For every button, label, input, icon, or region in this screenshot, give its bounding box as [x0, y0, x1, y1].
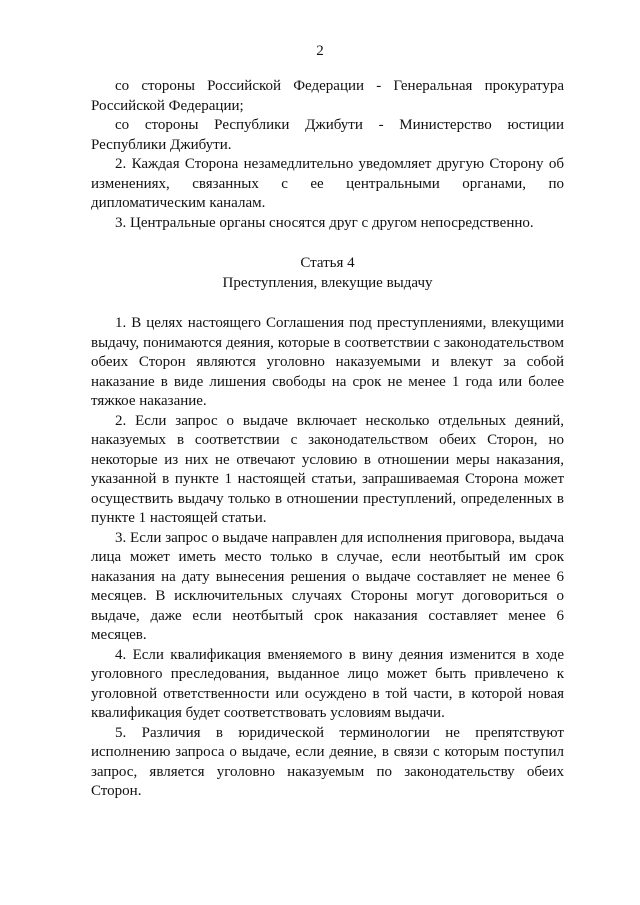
paragraph-direct-communication: 3. Центральные органы сносятся друг с другом непосредственно. — [115, 214, 534, 231]
paragraph-russian-authority: со стороны Российской Федерации - Генеральная прокуратура Российской Федерации; — [91, 78, 564, 114]
paragraph-notification: 2. Каждая Сторона незамедлительно уведомляет другую Сторону об изменениях, связанных с ее центральными органами, по дипломатическим каналам. — [91, 156, 564, 211]
article-paragraph-1: 1. В целях настоящего Соглашения под преступлениями, влекущими выдачу, понимаются деяния, которые в соответствии с законодательством обеих Сторон являются уголовно наказуемыми и влекут за собой наказание в виде лишения свободы на срок не менее 1 года или более тяжкое наказание. — [91, 315, 564, 409]
article-number: Статья 4 — [300, 255, 355, 271]
article-heading — [91, 254, 564, 293]
document-body — [91, 77, 564, 802]
paragraph-djibouti-authority: со стороны Республики Джибути - Министерство юстиции Республики Джибути. — [91, 117, 564, 153]
article-paragraph-3: 3. Если запрос о выдаче направлен для исполнения приговора, выдача лица может иметь место только в случае, если неотбытый им срок наказания на дату вынесения решения о выдаче составляет не менее 6 месяцев. В исключительных случаях Стороны могут договориться о выдаче, даже если неотбытый срок наказания составляет менее 6 месяцев. — [91, 529, 564, 643]
article-paragraph-5: 5. Различия в юридической терминологии не препятствуют исполнению запроса о выдаче, если деяние, в связи с которым поступил запрос, является уголовно наказуемым по законодательству обеих Сторон. — [91, 724, 564, 799]
article-paragraph-2: 2. Если запрос о выдаче включает несколько отдельных деяний, наказуемых в соответствии с законодательством обеих Сторон, но некоторые из них не отвечают условию в отношении меры наказания, указанной в пункте 1 настоящей статьи, запрашиваемая Сторона может осуществить выдачу только в отношении преступлений, определенных в пункте 1 настоящей статьи. — [91, 412, 564, 526]
article-title: Преступления, влекущие выдачу — [222, 274, 433, 291]
article-paragraph-4: 4. Если квалификация вменяемого в вину деяния изменится в ходе уголовного преследования, выданное лицо может быть привлечено к уголовной ответственности или осуждено в той части, в которой новая квалификация будет соответствовать условиям выдачи. — [91, 646, 564, 721]
page-number: 2 — [316, 43, 324, 59]
